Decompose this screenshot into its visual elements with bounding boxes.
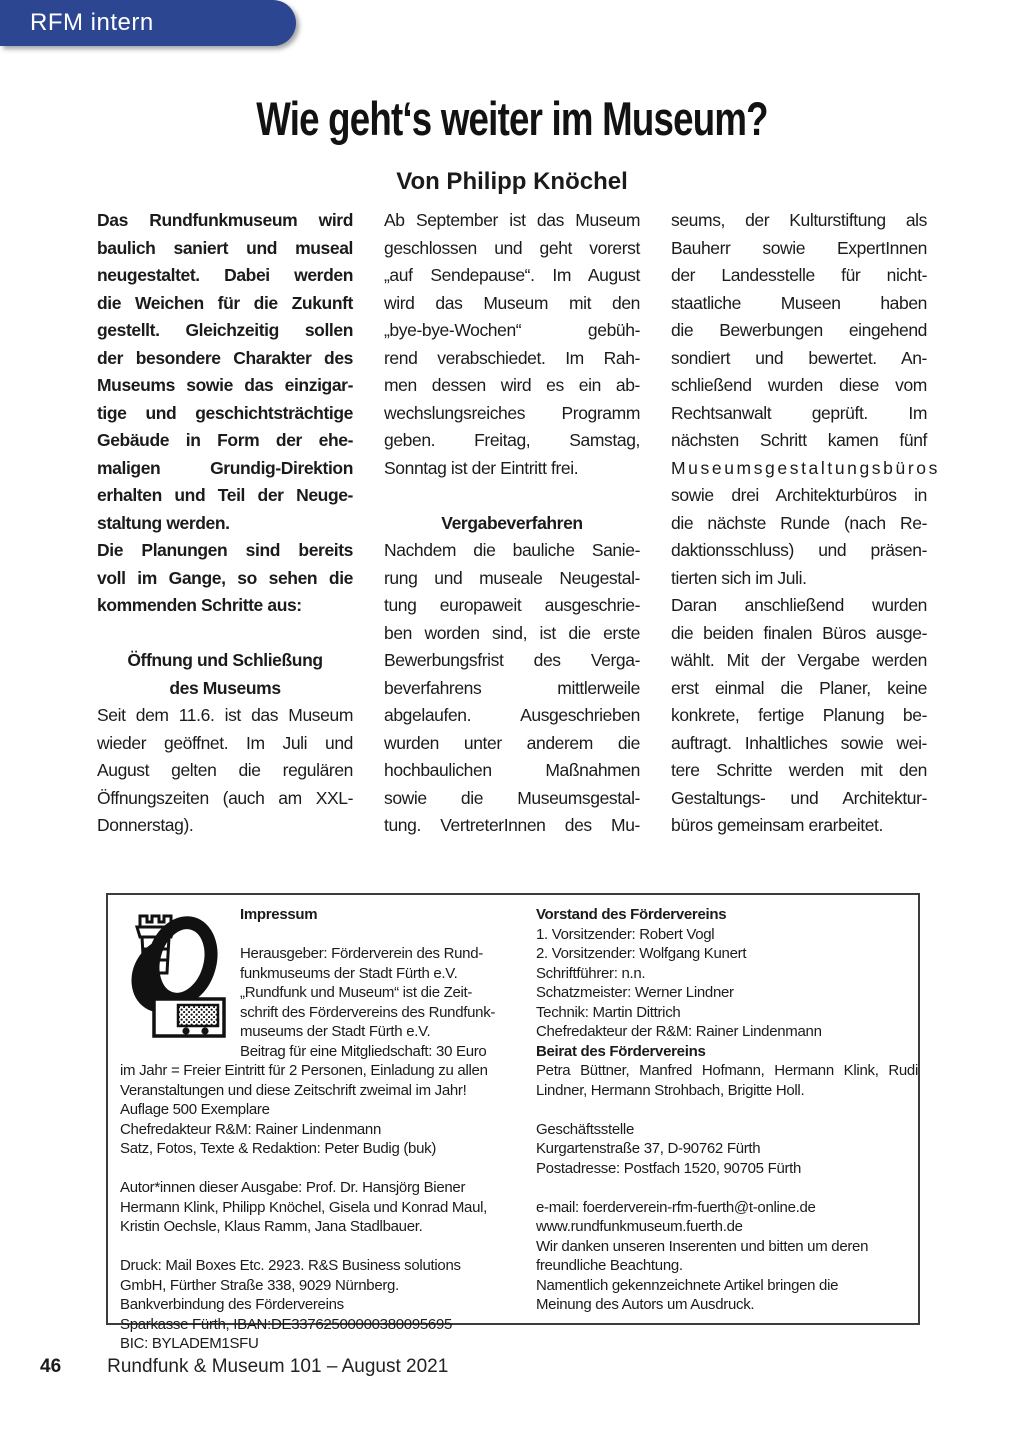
text-line	[536, 1100, 918, 1120]
page-footer	[40, 1356, 940, 1378]
text-line: Hermann Klink, Philipp Knöchel, Gisela und Konrad Maul,	[120, 1198, 488, 1216]
text-line: Chefredakteur R&M: Rainer Lindenmann	[120, 1120, 382, 1138]
text-line: daktionsschluss) und präsen-	[671, 540, 927, 560]
text-line: büros gemeinsam erarbeitet.	[671, 815, 883, 835]
text-line: die Bewerbungen eingehend	[671, 320, 927, 340]
text-line: schließend wurden diese vom	[671, 375, 927, 395]
article-byline: Von Philipp Knöchel	[396, 168, 628, 195]
text-line: museums der Stadt Fürth e.V.	[240, 1023, 431, 1040]
text-line	[536, 1178, 918, 1198]
text-line: die nächste Runde (nach Re-	[671, 512, 927, 533]
text-line: Technik: Martin Dittrich	[535, 1003, 681, 1021]
text-line: Schriftführer: n.n.	[535, 964, 646, 982]
text-line: men dessen wird es ein ab-	[384, 375, 640, 395]
text-line: Donnerstag).	[97, 815, 194, 835]
text-line: auftragt. Inhaltliches sowie wei-	[671, 732, 927, 753]
text-line: des Museums	[169, 677, 281, 698]
text-line: 1. Vorsitzender: Robert Vogl	[535, 925, 715, 943]
text-line: www.rundfunkmuseum.fuerth.de	[535, 1218, 743, 1235]
text-line: Petra Büttner, Manfred Hofmann, Hermann Klink, Rudi	[535, 1062, 918, 1079]
text-line: wechslungsreiches Programm	[384, 402, 640, 423]
text-line: rung und museale Neugestal-	[384, 567, 640, 588]
text-line: Bauherr sowie ExpertInnen	[671, 237, 927, 258]
text-line: konkrete, fertige Planung be-	[671, 705, 927, 725]
text-line: Veranstaltungen und diese Zeitschrift zweimal im Jahr!	[120, 1081, 467, 1099]
text-line: maligen Grundig-Direktion	[97, 457, 353, 478]
text-line: Sonntag ist der Eintritt frei.	[384, 457, 579, 478]
text-line: baulich saniert und museal	[97, 237, 353, 258]
text-line: erhalten und Teil der Neuge-	[97, 485, 353, 505]
text-line: Gestaltungs- und Architektur-	[671, 787, 927, 808]
text-line: Auflage 500 Exemplare	[120, 1101, 270, 1118]
text-line: wählt. Mit der Vergabe werden	[671, 650, 927, 670]
text-line: freundliche Beachtung.	[535, 1257, 683, 1274]
impressum-right-column	[520, 895, 918, 1323]
text-line: Namentlich gekennzeichnete Artikel bringen die	[535, 1276, 839, 1294]
text-line: sondiert und bewertet. An-	[671, 347, 927, 368]
section-tab-label: RFM intern	[30, 9, 154, 36]
text-line: Autor*innen dieser Ausgabe: Prof. Dr. Hansjörg Biener	[120, 1179, 466, 1196]
text-line: Herausgeber: Förderverein des Rund-	[240, 945, 483, 962]
text-line: nächsten Schritt kamen fünf	[671, 430, 927, 450]
article-column-2	[384, 207, 640, 840]
text-line: Lindner, Hermann Strohbach, Brigitte Holl.	[535, 1081, 805, 1099]
impressum-left-column	[108, 895, 520, 1352]
text-line: Die Planungen sind bereits	[97, 540, 353, 560]
text-line: der besondere Charakter des	[97, 347, 353, 368]
text-line: Nachdem die bauliche Sanie-	[384, 540, 640, 560]
text-line: Schatzmeister: Werner Lindner	[535, 984, 734, 1001]
text-line	[120, 1237, 520, 1257]
text-line: funkmuseums der Stadt Fürth e.V.	[240, 964, 458, 982]
text-line: Bankverbindung des Fördervereins	[120, 1296, 344, 1313]
text-line: tige und geschichtsträchtige	[97, 402, 353, 423]
text-line: geschlossen und geht vorerst	[384, 237, 640, 258]
text-line: Druck: Mail Boxes Etc. 2923. R&S Business solutions	[120, 1257, 461, 1274]
text-line	[120, 1159, 520, 1179]
text-line: der Landesstelle für nicht-	[671, 265, 927, 285]
text-line: hochbaulichen Maßnahmen	[384, 760, 640, 780]
text-line: GmbH, Fürther Straße 338, 9029 Nürnberg.	[120, 1276, 399, 1294]
text-line: „auf Sendepause“. Im August	[384, 265, 640, 285]
section-tab	[0, 0, 296, 46]
text-line: Sparkasse Fürth, IBAN:DE33762500000380095695	[120, 1315, 453, 1333]
text-line: tung europaweit ausgeschrie-	[384, 595, 640, 615]
text-line: wieder geöffnet. Im Juli und	[97, 732, 353, 753]
text-line: Vergabeverfahren	[441, 512, 583, 533]
text-line: August gelten die regulären	[97, 760, 353, 780]
text-line: Kristin Oechsle, Klaus Ramm, Jana Stadlbauer.	[120, 1218, 423, 1235]
text-line: ben worden sind, ist die erste	[384, 622, 640, 643]
text-line: Meinung des Autors um Ausdruck.	[535, 1296, 755, 1313]
text-line: Das Rundfunkmuseum wird	[97, 210, 353, 230]
rundfunkmuseum-radio-tower-logo	[120, 913, 228, 1039]
text-line: Wir danken unseren Inserenten und bitten um deren	[535, 1237, 869, 1255]
text-line: staltung werden.	[97, 512, 230, 533]
text-line: Geschäftsstelle	[535, 1120, 634, 1138]
text-line: Ab September ist das Museum	[384, 210, 640, 230]
text-line: „bye-bye-Wochen“ gebüh-	[384, 320, 640, 340]
text-line: rend verabschiedet. Im Rah-	[384, 347, 640, 368]
text-line: kommenden Schritte aus:	[97, 595, 302, 615]
text-line: schrift des Fördervereins des Rundfunk-	[240, 1003, 496, 1021]
text-line: sowie drei Architekturbüros in	[671, 485, 927, 505]
page-number: 46	[40, 1356, 62, 1377]
text-line: Öffnung und Schließung	[127, 650, 323, 670]
text-line: erst einmal die Planer, keine	[671, 677, 927, 698]
text-line: Kurgartenstraße 37, D-90762 Fürth	[535, 1140, 761, 1157]
text-line: im Jahr = Freier Eintritt für 2 Personen, Einladung zu allen	[120, 1062, 488, 1079]
text-line: voll im Gange, so sehen die	[97, 567, 353, 588]
text-line: abgelaufen. Ausgeschrieben	[384, 705, 640, 725]
article-title: Wie geht‘s weiter im Museum?	[256, 92, 768, 145]
text-line: tierten sich im Juli.	[671, 567, 807, 588]
text-line: Vorstand des Fördervereins	[535, 906, 727, 923]
text-line: Seit dem 11.6. ist das Museum	[97, 705, 353, 725]
text-line: die beiden finalen Büros ausge-	[671, 622, 927, 643]
article-body	[97, 207, 940, 840]
text-line: tere Schritte werden mit den	[671, 760, 927, 780]
text-line: Chefredakteur der R&M: Rainer Lindenmann	[535, 1023, 822, 1040]
text-line: e-mail: foerderverein-rfm-fuerth@t-online.de	[535, 1198, 816, 1216]
text-line: neugestaltet. Dabei werden	[97, 265, 353, 285]
article-column-3	[671, 207, 940, 840]
issue-title: Rundfunk & Museum 101 – August 2021	[107, 1356, 449, 1377]
text-line: „Rundfunk und Museum“ ist die Zeit-	[240, 984, 473, 1001]
text-line: Bewerbungsfrist des Verga-	[384, 650, 640, 670]
text-line: Daran anschließend wurden	[671, 595, 927, 615]
impressum-box	[106, 893, 920, 1352]
text-line	[384, 482, 640, 510]
text-line: Beitrag für eine Mitgliedschaft: 30 Euro	[240, 1042, 487, 1060]
text-line: geben. Freitag, Samstag,	[384, 430, 640, 450]
text-line: seums, der Kulturstiftung als	[671, 210, 927, 230]
text-line: wurden unter anderem die	[384, 732, 640, 753]
text-line: Rechtsanwalt geprüft. Im	[671, 402, 927, 423]
text-line: BIC: BYLADEM1SFU	[120, 1335, 259, 1352]
text-line: wird das Museum mit den	[384, 292, 640, 313]
text-line: die Weichen für die Zukunft	[97, 292, 353, 313]
text-line	[97, 620, 353, 648]
text-line: tung. VertreterInnen des Mu-	[384, 815, 640, 835]
text-line: Gebäude in Form der ehe-	[97, 430, 353, 450]
text-line: Postadresse: Postfach 1520, 90705 Fürth	[535, 1159, 802, 1177]
text-line: beverfahrens mittlerweile	[384, 677, 640, 698]
text-line: Satz, Fotos, Texte & Redaktion: Peter Budig (buk)	[120, 1140, 437, 1157]
text-line: sowie die Museumsgestal-	[384, 787, 640, 808]
text-line: staatliche Museen haben	[671, 292, 927, 313]
text-line: gestellt. Gleichzeitig sollen	[97, 320, 353, 340]
text-line: Impressum	[240, 906, 318, 923]
text-line: Museums sowie das einzigar-	[97, 375, 353, 395]
text-line: 2. Vorsitzender: Wolfgang Kunert	[535, 945, 747, 962]
text-line: Museumsgestaltungsbüros	[671, 457, 940, 478]
article-column-1	[97, 207, 353, 840]
text-line: Öffnungszeiten (auch am XXL-	[97, 787, 353, 808]
text-line: Beirat des Fördervereins	[535, 1042, 706, 1060]
